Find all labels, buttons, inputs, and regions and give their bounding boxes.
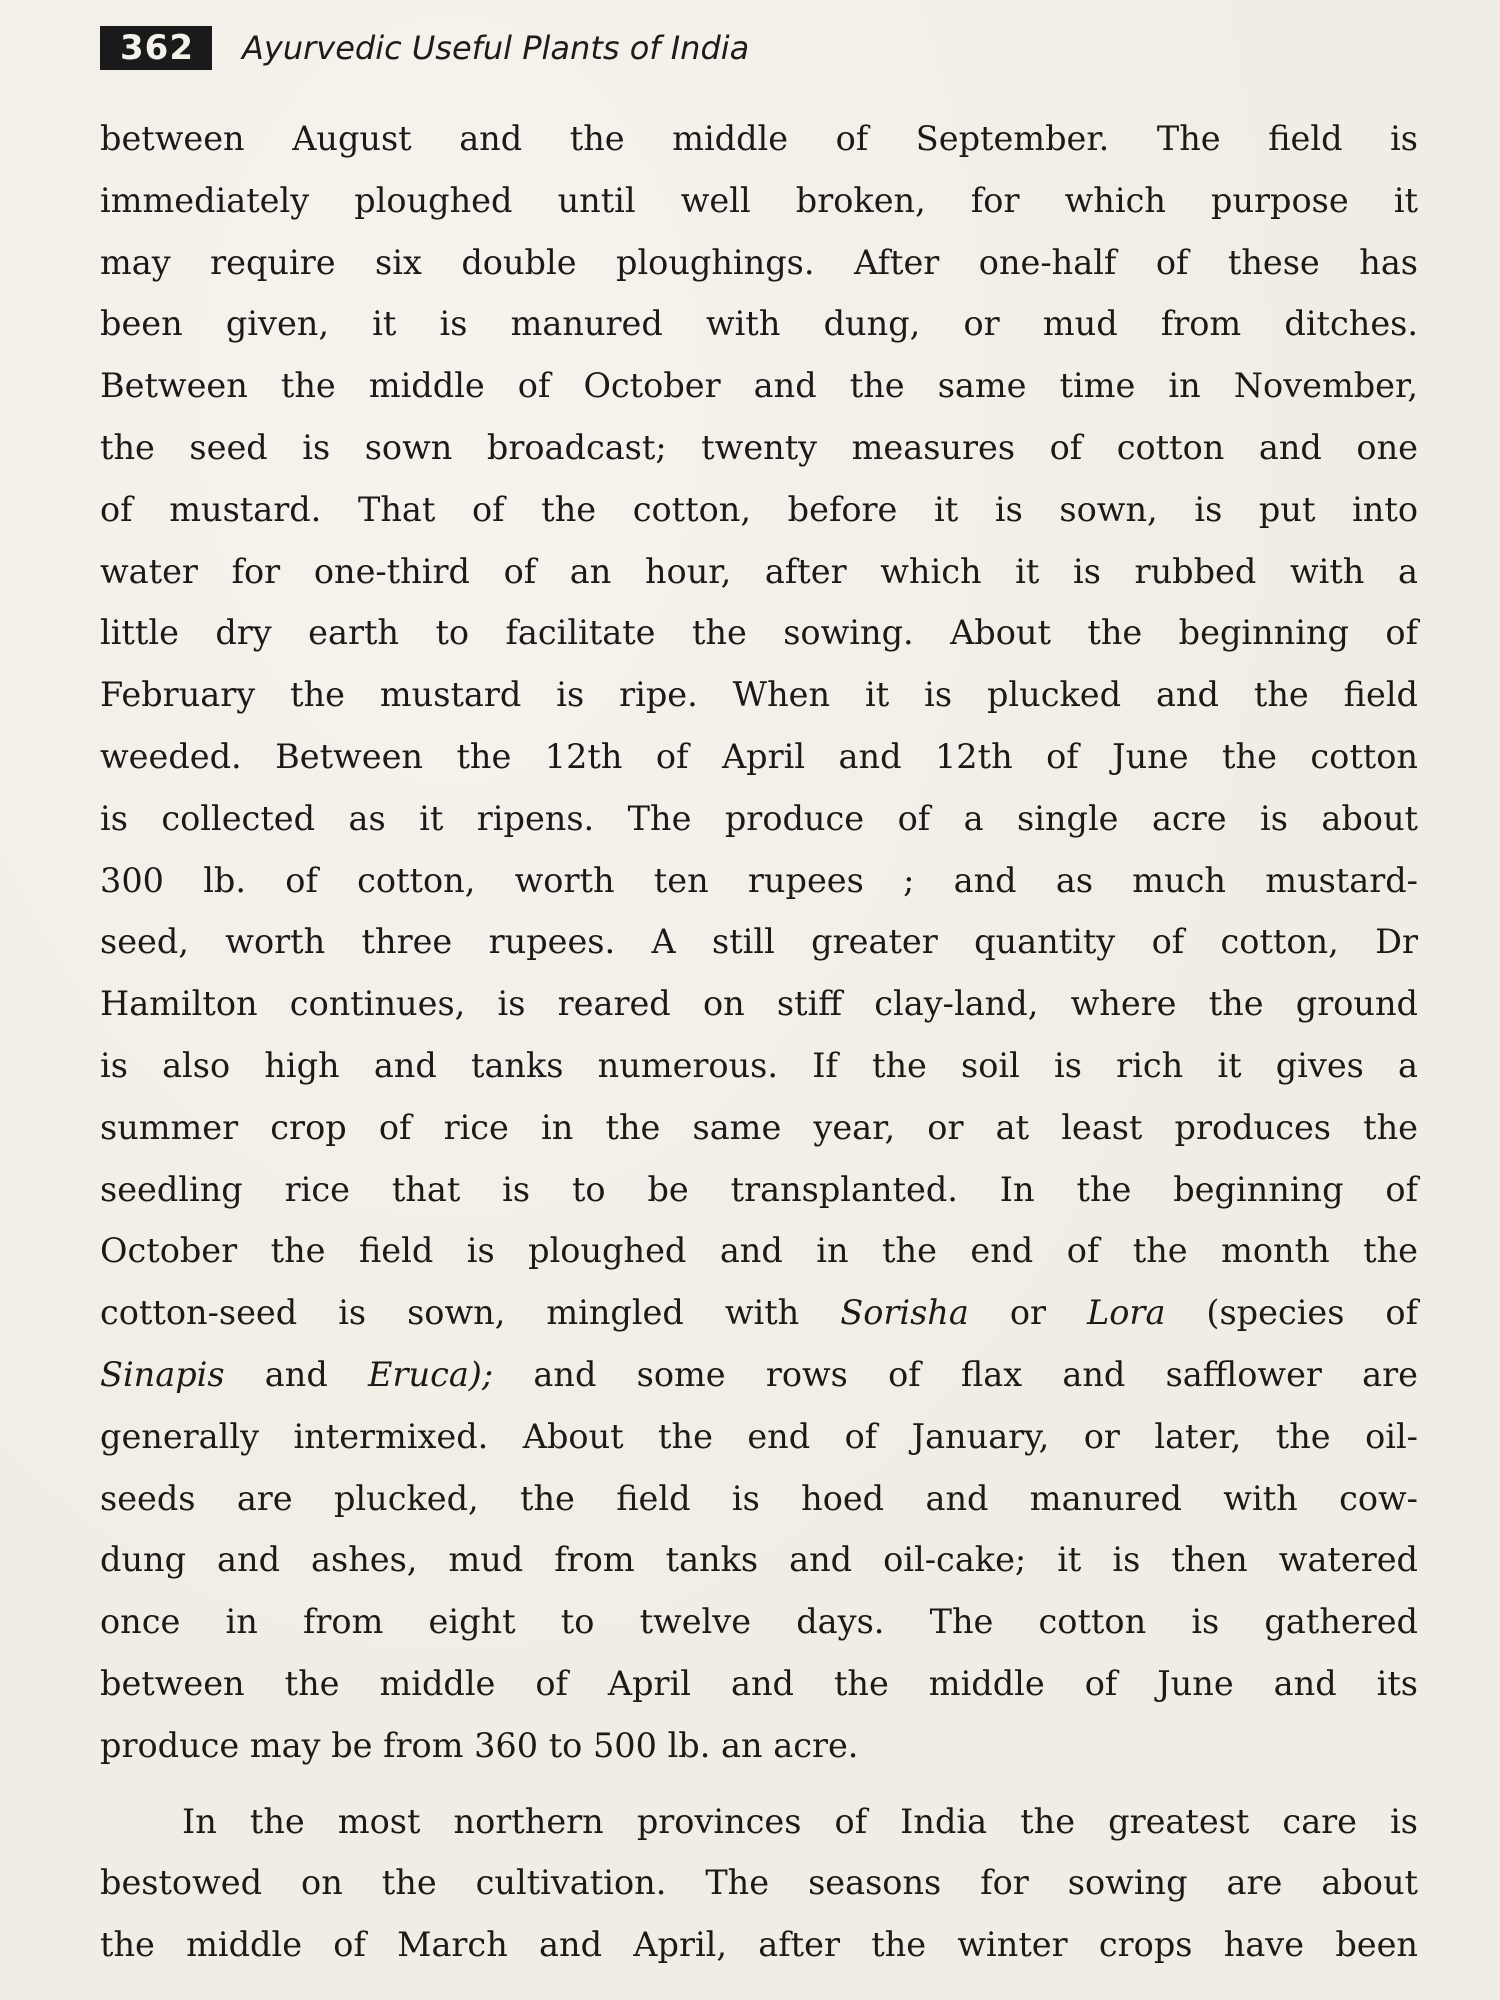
text-line: October the field is ploughed and in the end of the month the [100,1231,1418,1271]
text-line: weeded. Between the 12th of April and 12th of June the cotton [100,736,1418,776]
text-line: generally intermixed. About the end of January, or later, the oil- [100,1416,1418,1456]
text-line: little dry earth to facilitate the sowing. About the beginning of [100,613,1418,653]
text-line: seeds are plucked, the field is hoed and manured with cow- [100,1478,1418,1518]
text-line: summer crop of rice in the same year, or at least produces the [100,1107,1418,1147]
running-title: Ayurvedic Useful Plants of India [241,29,750,67]
text-line: In the most northern provinces of India the greatest care is [182,1801,1418,1841]
text-line: water for one-third of an hour, after which it is rubbed with a [100,551,1418,591]
text-line: may require six double ploughings. After one-half of these has [100,242,1418,282]
text-line: dung and ashes, mud from tanks and oil-cake; it is then watered [100,1540,1418,1580]
text-line: immediately ploughed until well broken, for which purpose it [100,180,1418,220]
text-line: been given, it is manured with dung, or mud from ditches. [100,304,1418,344]
text-line [100,1282,1418,1344]
text-line: bestowed on the cultivation. The seasons for sowing are about [100,1863,1418,1903]
text-line: is collected as it ripens. The produce of a single acre is about [100,798,1418,838]
paragraph-1 [100,108,1418,1777]
body-text [100,108,1418,1976]
paragraph-gap [100,1777,1418,1791]
text-line: produce may be from 360 to 500 lb. an acre. [100,1725,859,1765]
text-line: between the middle of April and the middle of June and its [100,1663,1418,1703]
text-line: Hamilton continues, is reared on stiff clay-land, where the ground [100,984,1418,1024]
text-line [100,1344,1418,1406]
text-line: Between the middle of October and the same time in November, [100,366,1418,406]
page-number: 362 [100,26,212,70]
italic-term-eruca: Eruca); [368,1354,494,1394]
italic-term-lora: Lora [1087,1293,1166,1333]
italic-term-sorisha: Sorisha [840,1293,969,1333]
text-run: and some rows of flax and safflower are [493,1354,1418,1394]
text-line: 300 lb. of cotton, worth ten rupees ; and as much mustard- [100,860,1418,900]
text-line: seedling rice that is to be transplanted. In the beginning of [100,1169,1418,1209]
text-run: cotton-seed is sown, mingled with [100,1293,841,1333]
text-line: the seed is sown broadcast; twenty measures of cotton and one [100,427,1418,467]
text-line: February the mustard is ripe. When it is plucked and the field [100,675,1418,715]
text-run: or [968,1293,1088,1333]
text-run: (species of [1165,1293,1418,1333]
text-line: between August and the middle of September. The field is [100,119,1418,158]
text-line: seed, worth three rupees. A still greater quantity of cotton, Dr [100,922,1418,962]
text-line: the middle of March and April, after the winter crops have been [100,1925,1418,1965]
text-line: is also high and tanks numerous. If the soil is rich it gives a [100,1045,1418,1085]
italic-term-sinapis: Sinapis [100,1354,225,1394]
paragraph-2 [100,1791,1418,1976]
text-line: of mustard. That of the cotton, before it is sown, is put into [100,489,1418,529]
text-run: and [224,1354,369,1394]
text-line: once in from eight to twelve days. The cotton is gathered [100,1602,1418,1642]
page-header [100,26,749,70]
